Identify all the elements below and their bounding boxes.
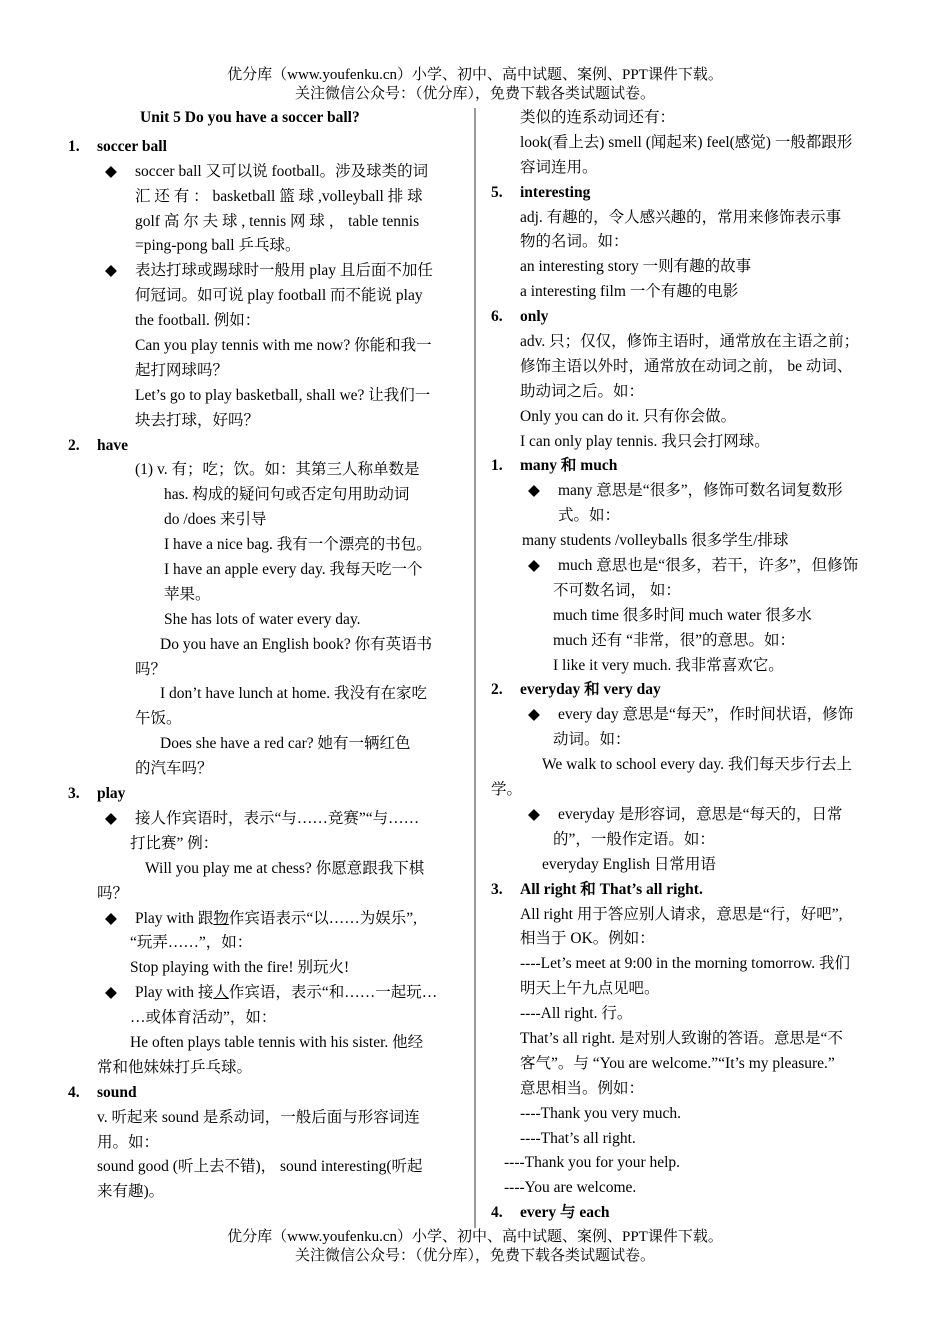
footer-line-2: 关注微信公众号：（优分库），免费下载各类试题试卷。 — [294, 1248, 655, 1264]
right-column — [491, 106, 883, 1226]
diamond-bullet-icon: ◆ — [105, 809, 117, 827]
text-run: every day 意思是“每天”，作时间状语，修饰 — [558, 706, 854, 724]
diamond-bullet-icon: ◆ — [528, 482, 540, 500]
text-line: We walk to school every day. 我们每天步行去上 — [542, 756, 852, 774]
text-line: 式。如： — [558, 507, 621, 525]
text-line: an interesting story 一则有趣的故事 — [520, 258, 752, 276]
text-line: I can only play tennis. 我只会打网球。 — [520, 432, 770, 450]
text-run: 3. — [68, 785, 80, 803]
text-line: All right 用于答应别人请求，意思是“行，好吧”, — [520, 905, 843, 923]
diamond-bullet-icon: ◆ — [528, 557, 540, 575]
header-line-1: 优分库（www.youfenku.cn）小学、初中、高中试题、案例、PPT课件下载。 — [227, 67, 723, 83]
section-heading — [491, 181, 883, 206]
text-run: 4. — [491, 1204, 503, 1222]
text-line: Can you play tennis with me now? 你能和我一 — [135, 337, 432, 355]
text-line: I have a nice bag. 我有一个漂亮的书包。 — [164, 536, 432, 554]
text-line: ----Let’s meet at 9:00 in the morning tomorrow. 我们 — [520, 955, 851, 973]
left-column — [68, 106, 460, 1205]
text-line: Will you play me at chess? 你愿意跟我下棋 — [145, 859, 425, 877]
text-run: 人 — [213, 984, 229, 1002]
text-run: many 意思是“很多”，修饰可数名词复数形 — [558, 482, 843, 500]
text-line: He often plays table tennis with his sister. 他经 — [130, 1033, 424, 1051]
text-line — [68, 981, 460, 1006]
section-heading — [491, 678, 883, 703]
page-footer — [0, 1228, 950, 1266]
text-run: 2. — [68, 436, 80, 454]
text-line: 意思相当。例如： — [520, 1079, 645, 1097]
text-line: 汇 还 有 ： basketball 篮 球 ,volleyball 排 球 — [135, 187, 423, 205]
text-line: do /does 来引导 — [164, 511, 267, 529]
text-line: 吗？ — [97, 884, 129, 902]
text-line: 动词。如： — [553, 731, 631, 749]
text-run: have — [97, 436, 128, 454]
text-line: =ping-pong ball 乒乓球。 — [135, 237, 301, 255]
diamond-bullet-icon: ◆ — [528, 805, 540, 823]
text-line — [68, 259, 460, 284]
text-line: 修饰主语以外时，通常放在动词之前， be 动词、 — [520, 357, 853, 375]
text-run: 表达打球或踢球时一般用 play 且后面不加任 — [135, 262, 433, 280]
text-line: ----All right. 行。 — [520, 1005, 633, 1023]
text-line: 类似的连系动词还有： — [520, 109, 676, 126]
text-line — [491, 803, 883, 828]
unit-title: Unit 5 Do you have a soccer ball? — [140, 109, 360, 126]
text-line: I like it very much. 我非常喜欢它。 — [553, 656, 784, 674]
text-line — [68, 907, 460, 932]
text-run: 5. — [491, 183, 503, 201]
text-line: Does she have a red car? 她有一辆红色 — [160, 735, 411, 753]
text-line: Let’s go to play basketball, shall we? 让我们一 — [135, 386, 431, 404]
text-run: everyday 是形容词，意思是“每天的，日常 — [558, 805, 843, 823]
text-line: 打比赛” 例： — [130, 834, 219, 852]
text-line: adv. 只；仅仅，修饰主语时，通常放在主语之前； — [520, 333, 860, 351]
text-run: soccer ball — [97, 137, 167, 155]
section-heading — [68, 782, 460, 807]
column-divider — [474, 108, 476, 1228]
text-line: I have an apple every day. 我每天吃一个 — [164, 561, 423, 579]
text-line: 明天上午九点见吧。 — [520, 980, 660, 998]
header-line-2: 关注微信公众号：（优分库），免费下载各类试题试卷。 — [294, 86, 655, 102]
text-line: the football. 例如： — [135, 312, 261, 330]
text-line — [68, 160, 460, 185]
diamond-bullet-icon: ◆ — [105, 909, 117, 927]
text-run: sound — [97, 1083, 137, 1101]
text-run: 物 — [213, 909, 229, 927]
text-line: everyday English 日常用语 — [542, 855, 716, 873]
text-line: …或体育活动”，如： — [130, 1009, 277, 1027]
text-line: Stop playing with the fire! 别玩火! — [130, 959, 350, 977]
text-run: 1. — [491, 457, 503, 475]
text-run: Play with 接 — [135, 984, 214, 1002]
text-run: every 与 each — [520, 1204, 610, 1222]
section-heading — [68, 434, 460, 459]
text-line: much 还有 “非常，很”的意思。如： — [553, 631, 795, 649]
text-line: many students /volleyballs 很多学生/排球 — [522, 532, 789, 550]
text-line: ----Thank you very much. — [520, 1104, 681, 1122]
text-run: everyday 和 very day — [520, 681, 661, 699]
text-line: 用。如： — [97, 1133, 160, 1151]
text-line — [491, 703, 883, 728]
section-heading — [68, 135, 460, 160]
text-line: 学。 — [491, 781, 523, 799]
text-line: 午饭。 — [135, 710, 182, 728]
text-run: 接人作宾语时，表示“与……竞赛”“与…… — [135, 809, 420, 827]
text-line: 来有趣)。 — [97, 1183, 165, 1201]
text-line: 容词连用。 — [520, 158, 598, 176]
text-line: 不可数名词， 如： — [553, 581, 681, 599]
text-line: She has lots of water every day. — [164, 610, 361, 628]
text-line: 的汽车吗？ — [135, 760, 213, 778]
text-line: a interesting film 一个有趣的电影 — [520, 283, 739, 301]
text-run: play — [97, 785, 126, 803]
text-line: v. 听起来 sound 是系动词，一般后面与形容词连 — [97, 1108, 420, 1126]
text-run: 2. — [491, 681, 503, 699]
text-run: 6. — [491, 308, 503, 326]
text-line: Do you have an English book? 你有英语书 — [160, 635, 433, 653]
text-line: 常和他妹妹打乒乓球。 — [97, 1058, 253, 1076]
text-line: 助动词之后。如： — [520, 382, 645, 400]
text-line: That’s all right. 是对别人致谢的答语。意思是“不 — [520, 1029, 843, 1047]
text-line — [491, 554, 883, 579]
text-line: I don’t have lunch at home. 我没有在家吃 — [160, 685, 428, 703]
text-line: ----Thank you for your help. — [504, 1154, 681, 1172]
diamond-bullet-icon: ◆ — [528, 706, 540, 724]
text-line: 物的名词。如： — [520, 233, 629, 251]
section-heading — [68, 1081, 460, 1106]
text-run: 3. — [491, 880, 503, 898]
text-line: much time 很多时间 much water 很多水 — [553, 606, 812, 624]
text-run: 作宾语表示“以……为娱乐”, — [228, 909, 418, 927]
text-line: sound good (听上去不错)， sound interesting(听起 — [97, 1158, 423, 1176]
text-line: “玩弄……”，如： — [130, 934, 253, 952]
text-line: (1) v. 有；吃；饮。如：其第三人称单数是 — [135, 461, 420, 479]
text-line: adj. 有趣的，令人感兴趣的，常用来修饰表示事 — [520, 208, 842, 226]
text-run: 4. — [68, 1083, 80, 1101]
diamond-bullet-icon: ◆ — [105, 984, 117, 1002]
footer-line-1: 优分库（www.youfenku.cn）小学、初中、高中试题、案例、PPT课件下载。 — [227, 1229, 723, 1245]
text-run: 1. — [68, 137, 80, 155]
text-line — [68, 807, 460, 832]
text-run: All right 和 That’s all right. — [520, 880, 703, 898]
section-heading — [491, 878, 883, 903]
text-run: Play with 跟 — [135, 909, 214, 927]
text-line: 起打网球吗？ — [135, 361, 229, 379]
diamond-bullet-icon: ◆ — [105, 262, 117, 280]
text-line: 块去打球，好吗？ — [135, 411, 260, 429]
text-line: golf 高 尔 夫 球 , tennis 网 球 ， table tennis — [135, 212, 420, 230]
page-header — [0, 66, 950, 104]
text-run: 作宾语，表示“和……一起玩… — [228, 984, 438, 1002]
section-heading — [491, 305, 883, 330]
text-run: soccer ball 又可以说 football。涉及球类的词 — [135, 162, 429, 180]
text-line: 吗？ — [135, 660, 167, 678]
text-run: much 意思也是“很多，若干，许多”，但修饰 — [558, 557, 859, 575]
diamond-bullet-icon: ◆ — [105, 162, 117, 180]
text-line: ----You are welcome. — [504, 1179, 637, 1197]
text-run: only — [520, 308, 549, 326]
text-line: 客气”。与 “You are welcome.”“It’s my pleasure.” — [520, 1054, 835, 1072]
text-line: 苹果。 — [164, 585, 211, 603]
text-line: Only you can do it. 只有你会做。 — [520, 407, 737, 425]
section-heading — [491, 1201, 883, 1226]
section-heading — [491, 454, 883, 479]
text-line — [491, 479, 883, 504]
text-line: has. 构成的疑问句或否定句用助动词 — [164, 486, 410, 504]
text-line: look(看上去) smell (闻起来) feel(感觉) 一般都跟形 — [520, 133, 853, 151]
text-line: 何冠词。如可说 play football 而不能说 play — [135, 287, 423, 305]
text-line: 相当于 OK。例如： — [520, 930, 655, 948]
text-line: ----That’s all right. — [520, 1129, 636, 1147]
text-line: 的”，一般作定语。如： — [553, 830, 715, 848]
text-run: many 和 much — [520, 457, 618, 475]
text-run: interesting — [520, 183, 591, 201]
